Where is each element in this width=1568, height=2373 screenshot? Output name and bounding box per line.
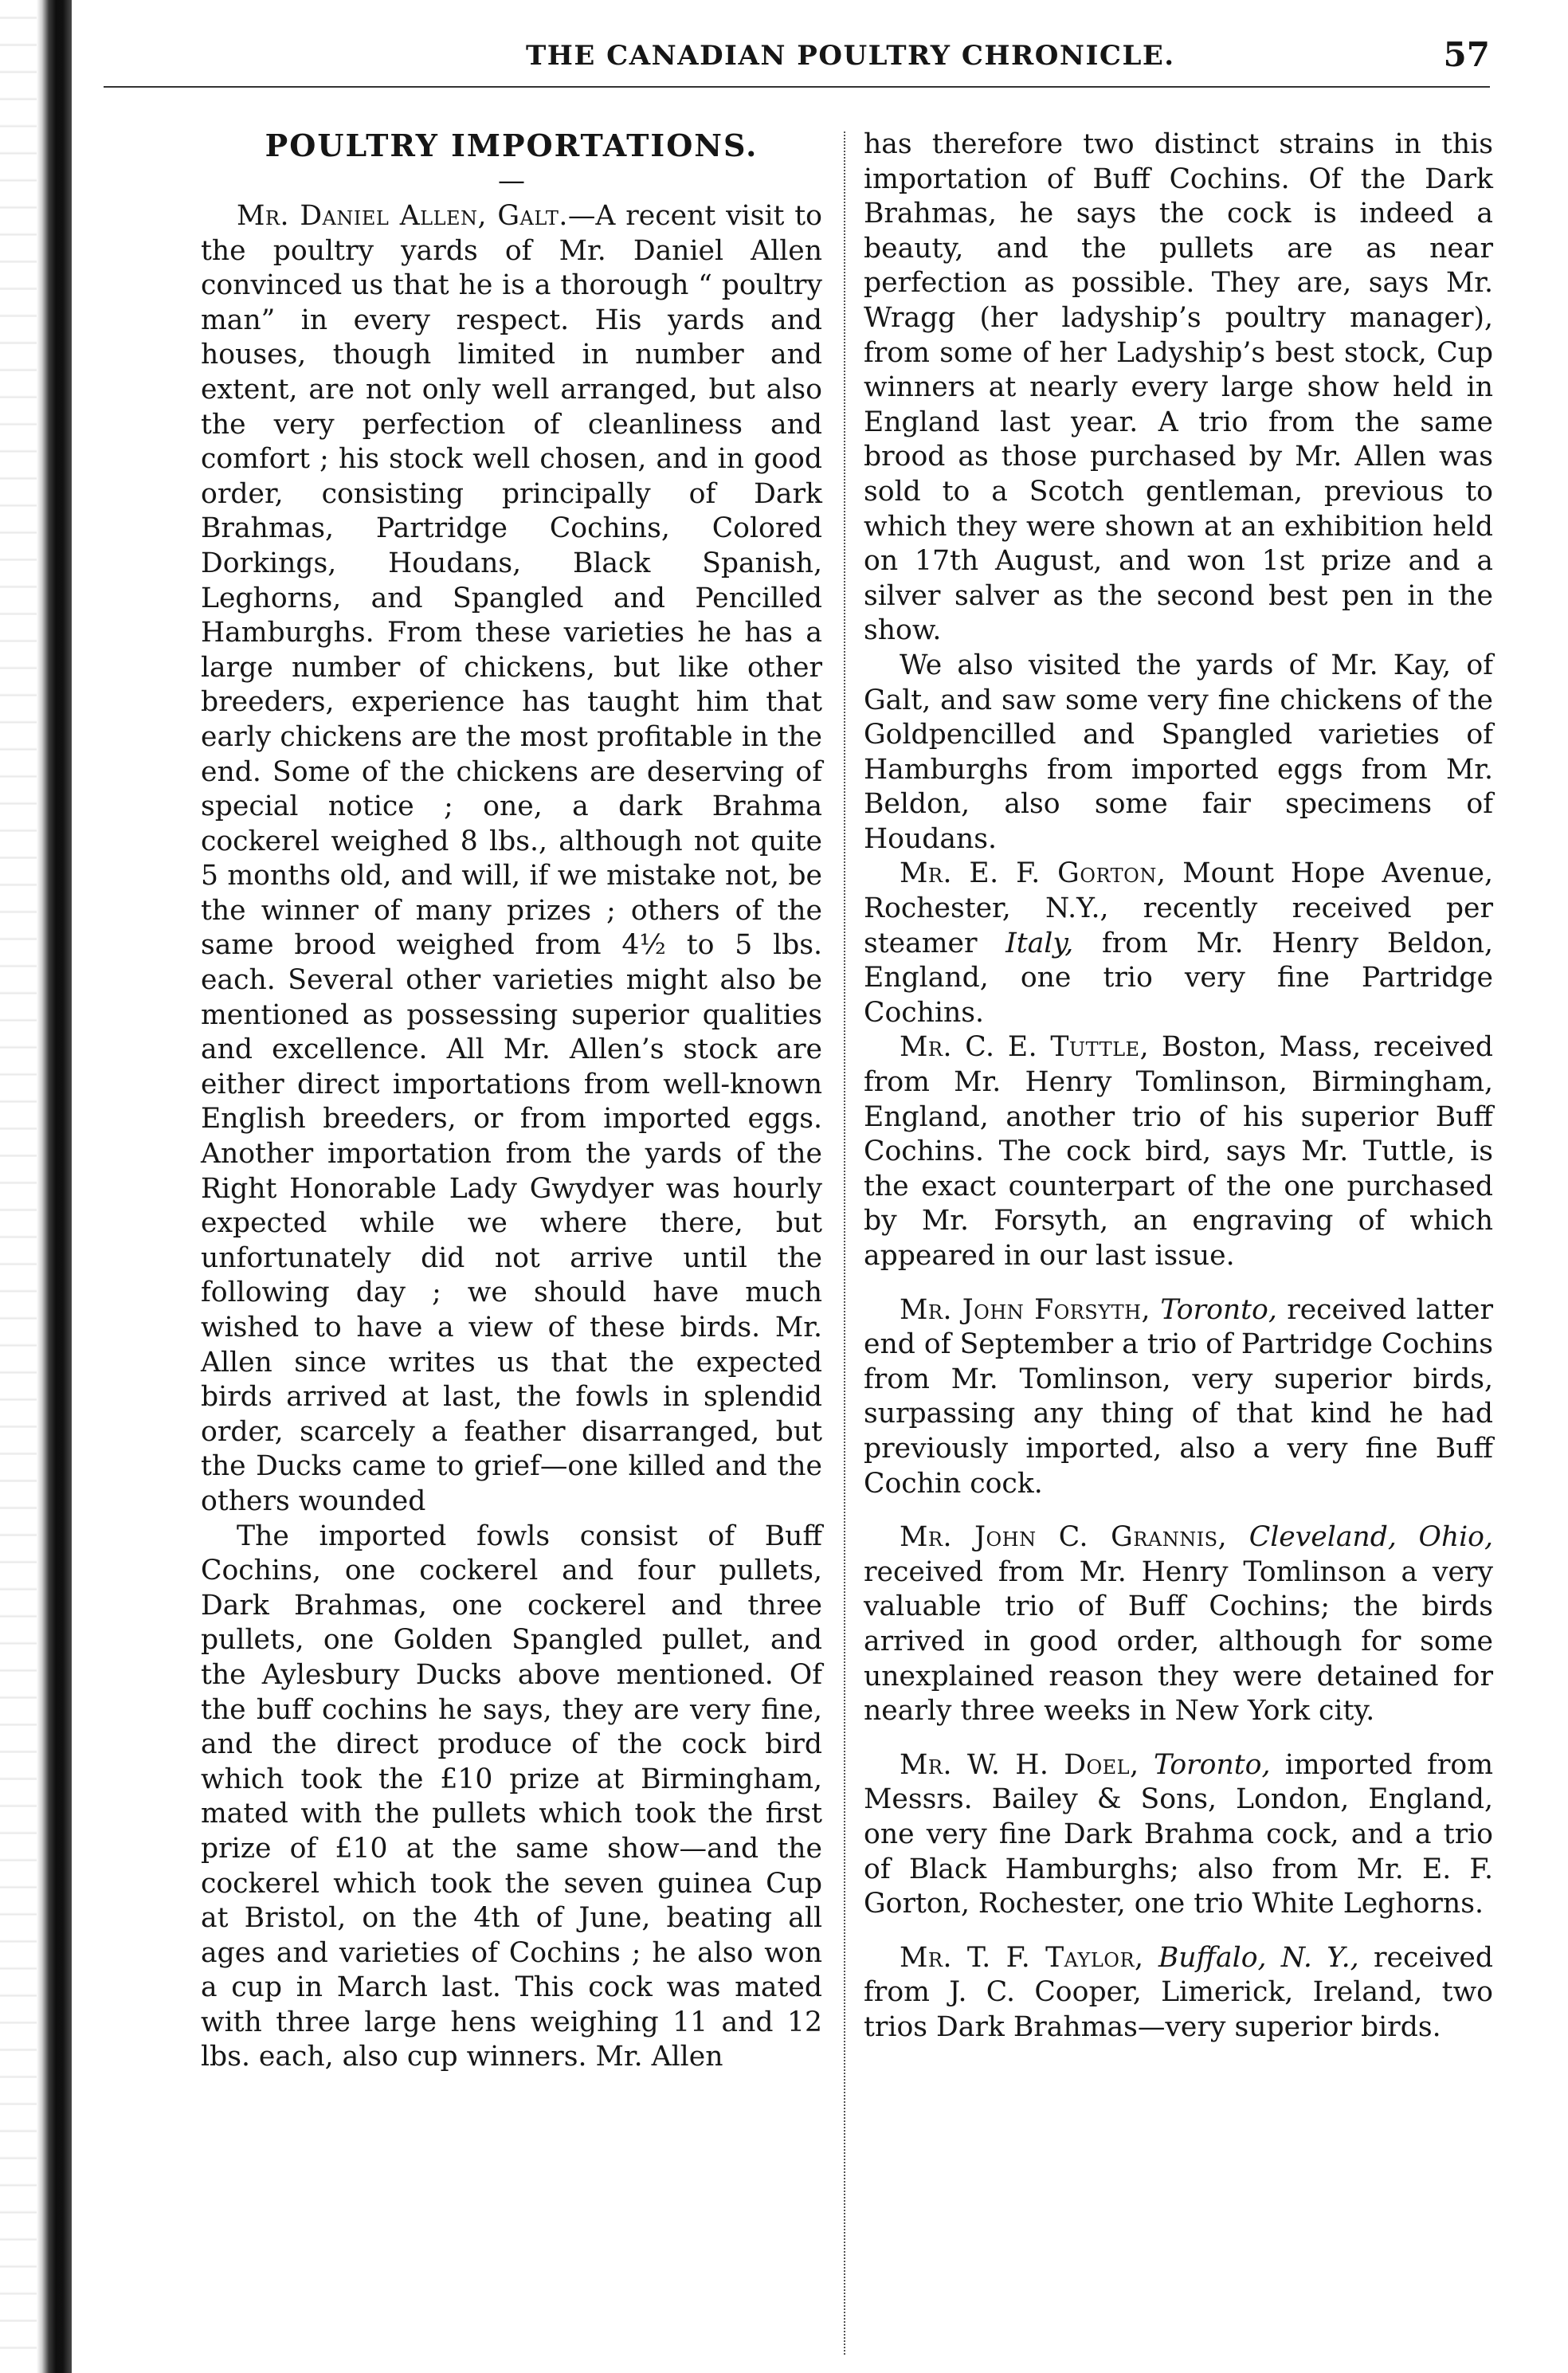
paragraph-taylor bbox=[864, 1941, 1493, 2045]
place-toronto: Toronto, bbox=[1151, 1293, 1277, 1326]
paragraph-gorton-text: Mount Hope Avenue, Rochester, N.Y., recently received per steamer bbox=[864, 857, 1493, 959]
page-edge bbox=[0, 0, 37, 2373]
article-title: POULTRY IMPORTATIONS. bbox=[265, 127, 759, 163]
name-doel: Mr. W. H. Doel, bbox=[900, 1748, 1139, 1781]
paragraph-continued: has therefore two distinct strains in this importation of Buff Cochins. Of the Dark Brahmas, he says the cock is indeed a beauty, and the pullets are as near perfection as possible. They are, says Mr. Wragg (her ladyship’s poultry manager), from some of her Ladyship’s best stock, Cup winners at nearly every large show held in England last year. A trio from the same brood as those purchased by Mr. Allen was sold to a Scotch gentleman, previous to which they were shown at an exhibition held on 17th August, and won 1st prize and a silver salver as the second best pen in the show. bbox=[864, 128, 1493, 647]
paragraph-gorton-text-2: from Mr. Henry Beldon, England, one trio very fine Partridge Cochins. bbox=[864, 927, 1493, 1029]
paragraph-forsyth bbox=[864, 1293, 1493, 1502]
paragraph-imported-fowls: The imported fowls consist of Buff Cochins, one cockerel and four pullets, Dark Brahmas, one cockerel and three pullets, one Golden Spangled pullet, and the Aylesbury Ducks above mentioned. Of the buff cochins he says, they are very fine, and the direct produce of the cock bird which took the £10 prize at Birmingham, mated with the pullets which took the first prize of £10 at the same show—and the cockerel which took the seven guinea Cup at Bristol, on the 4th of June, beating all ages and varieties of Cochins ; he also won a cup in March last. This cock was mated with three large hens weighing 11 and 12 lbs. each, also cup winners. Mr. Allen bbox=[201, 1520, 822, 2073]
name-taylor: Mr. T. F. Taylor, bbox=[900, 1941, 1144, 1974]
right-column bbox=[864, 127, 1493, 2045]
name-forsyth: Mr. John Forsyth, bbox=[900, 1293, 1151, 1326]
book-spine-shadow bbox=[37, 0, 72, 2373]
paragraph-doel-text: imported from Messrs. Bailey & Sons, London, England, one very fine Dark Brahma cock, and a trio of Black Hamburghs; also from Mr. E. F. Gorton, Rochester, one trio White Leghorns. bbox=[864, 1748, 1493, 1920]
paragraph-taylor-text: received from J. C. Cooper, Limerick, Ireland, two trios Dark Brahmas—very superior birds. bbox=[864, 1941, 1493, 2043]
name-daniel-allen: Mr. Daniel Allen, Galt. bbox=[237, 200, 568, 232]
name-tuttle: Mr. C. E. Tuttle, bbox=[900, 1031, 1150, 1064]
paragraph-doel bbox=[864, 1748, 1493, 1922]
place-toronto-2: Toronto, bbox=[1139, 1748, 1271, 1781]
paragraph-tuttle bbox=[864, 1030, 1493, 1273]
title-dash: — bbox=[498, 165, 525, 197]
page-header bbox=[104, 30, 1490, 88]
paragraph-gorton bbox=[864, 857, 1493, 1030]
paragraph-kay: We also visited the yards of Mr. Kay, of Galt, and saw some very fine chickens of the Goldpencilled and Spangled varieties of Hamburghs from imported eggs from Mr. Beldon, also some fair specimens of Houdans. bbox=[864, 649, 1493, 855]
paragraph-grannis bbox=[864, 1520, 1493, 1729]
paragraph-tuttle-text: Boston, Mass, received from Mr. Henry Tomlinson, Birmingham, England, another trio of his superior Buff Cochins. The cock bird, says Mr. Tuttle, is the exact counterpart of the one purchased by Mr. Forsyth, an engraving of which appeared in our last issue. bbox=[864, 1031, 1493, 1272]
name-grannis: Mr. John C. Grannis, bbox=[900, 1521, 1228, 1554]
place-cleveland: Cleveland, Ohio, bbox=[1227, 1521, 1493, 1554]
paragraph-forsyth-text: received latter end of September a trio of Partridge Cochins from Mr. Tomlinson, very superior birds, surpassing any thing of that kind he had previously imported, also a very fine Buff Cochin cock. bbox=[864, 1293, 1493, 1500]
paragraph-grannis-text: received from Mr. Henry Tomlinson a very valuable trio of Buff Cochins; the birds arrived in good order, although for some unexplained reason they were detained for nearly three weeks in New York city. bbox=[864, 1555, 1493, 1728]
ship-name: Italy, bbox=[1005, 927, 1074, 959]
name-gorton: Mr. E. F. Gorton, bbox=[900, 857, 1166, 890]
paragraph-allen-text: —A recent visit to the poultry yards of Mr. Daniel Allen convinced us that he is a thorough “ poultry man” in every respect. His yards and houses, though limited in number and extent, are not only well arranged, but also the very perfection of cleanliness and comfort ; his stock well chosen, and in good order, consisting principally of Dark Brahmas, Partridge Cochins, Colored Dorkings, Houdans, Black Spanish, Leghorns, and Spangled and Pencilled Hamburghs. From these varieties he has a large number of chickens, but like other breeders, experience has taught him that early chickens are the most profitable in the end. Some of the chickens are deserving of special notice ; one, a dark Brahma cockerel weighed 8 lbs., although not quite 5 months old, and will, if we mistake not, be the winner of many prizes ; others of the same brood weighed from 4½ to 5 lbs. each. Several other varieties might also be mentioned as possessing superior qualities and excellence. All Mr. Allen’s stock are either direct importations from well-known English breeders, or from imported eggs. Another importation from the yards of the Right Honorable Lady Gwydyer was hourly expected while we where there, but unfortunately did not arrive until the following day ; we should have much wished to have a view of these birds. Mr. Allen since writes us that the expected birds arrived at last, the fowls in splendid order, scarcely a feather disarranged, but the Ducks came to grief—one killed and the others wounded bbox=[201, 200, 822, 1517]
left-column bbox=[201, 127, 822, 2075]
running-title: THE CANADIAN POULTRY CHRONICLE. bbox=[526, 40, 1175, 72]
paragraph-allen bbox=[201, 199, 822, 1520]
place-buffalo: Buffalo, N. Y., bbox=[1143, 1941, 1359, 1974]
page-number: 57 bbox=[1443, 35, 1490, 74]
column-divider bbox=[844, 131, 845, 2355]
